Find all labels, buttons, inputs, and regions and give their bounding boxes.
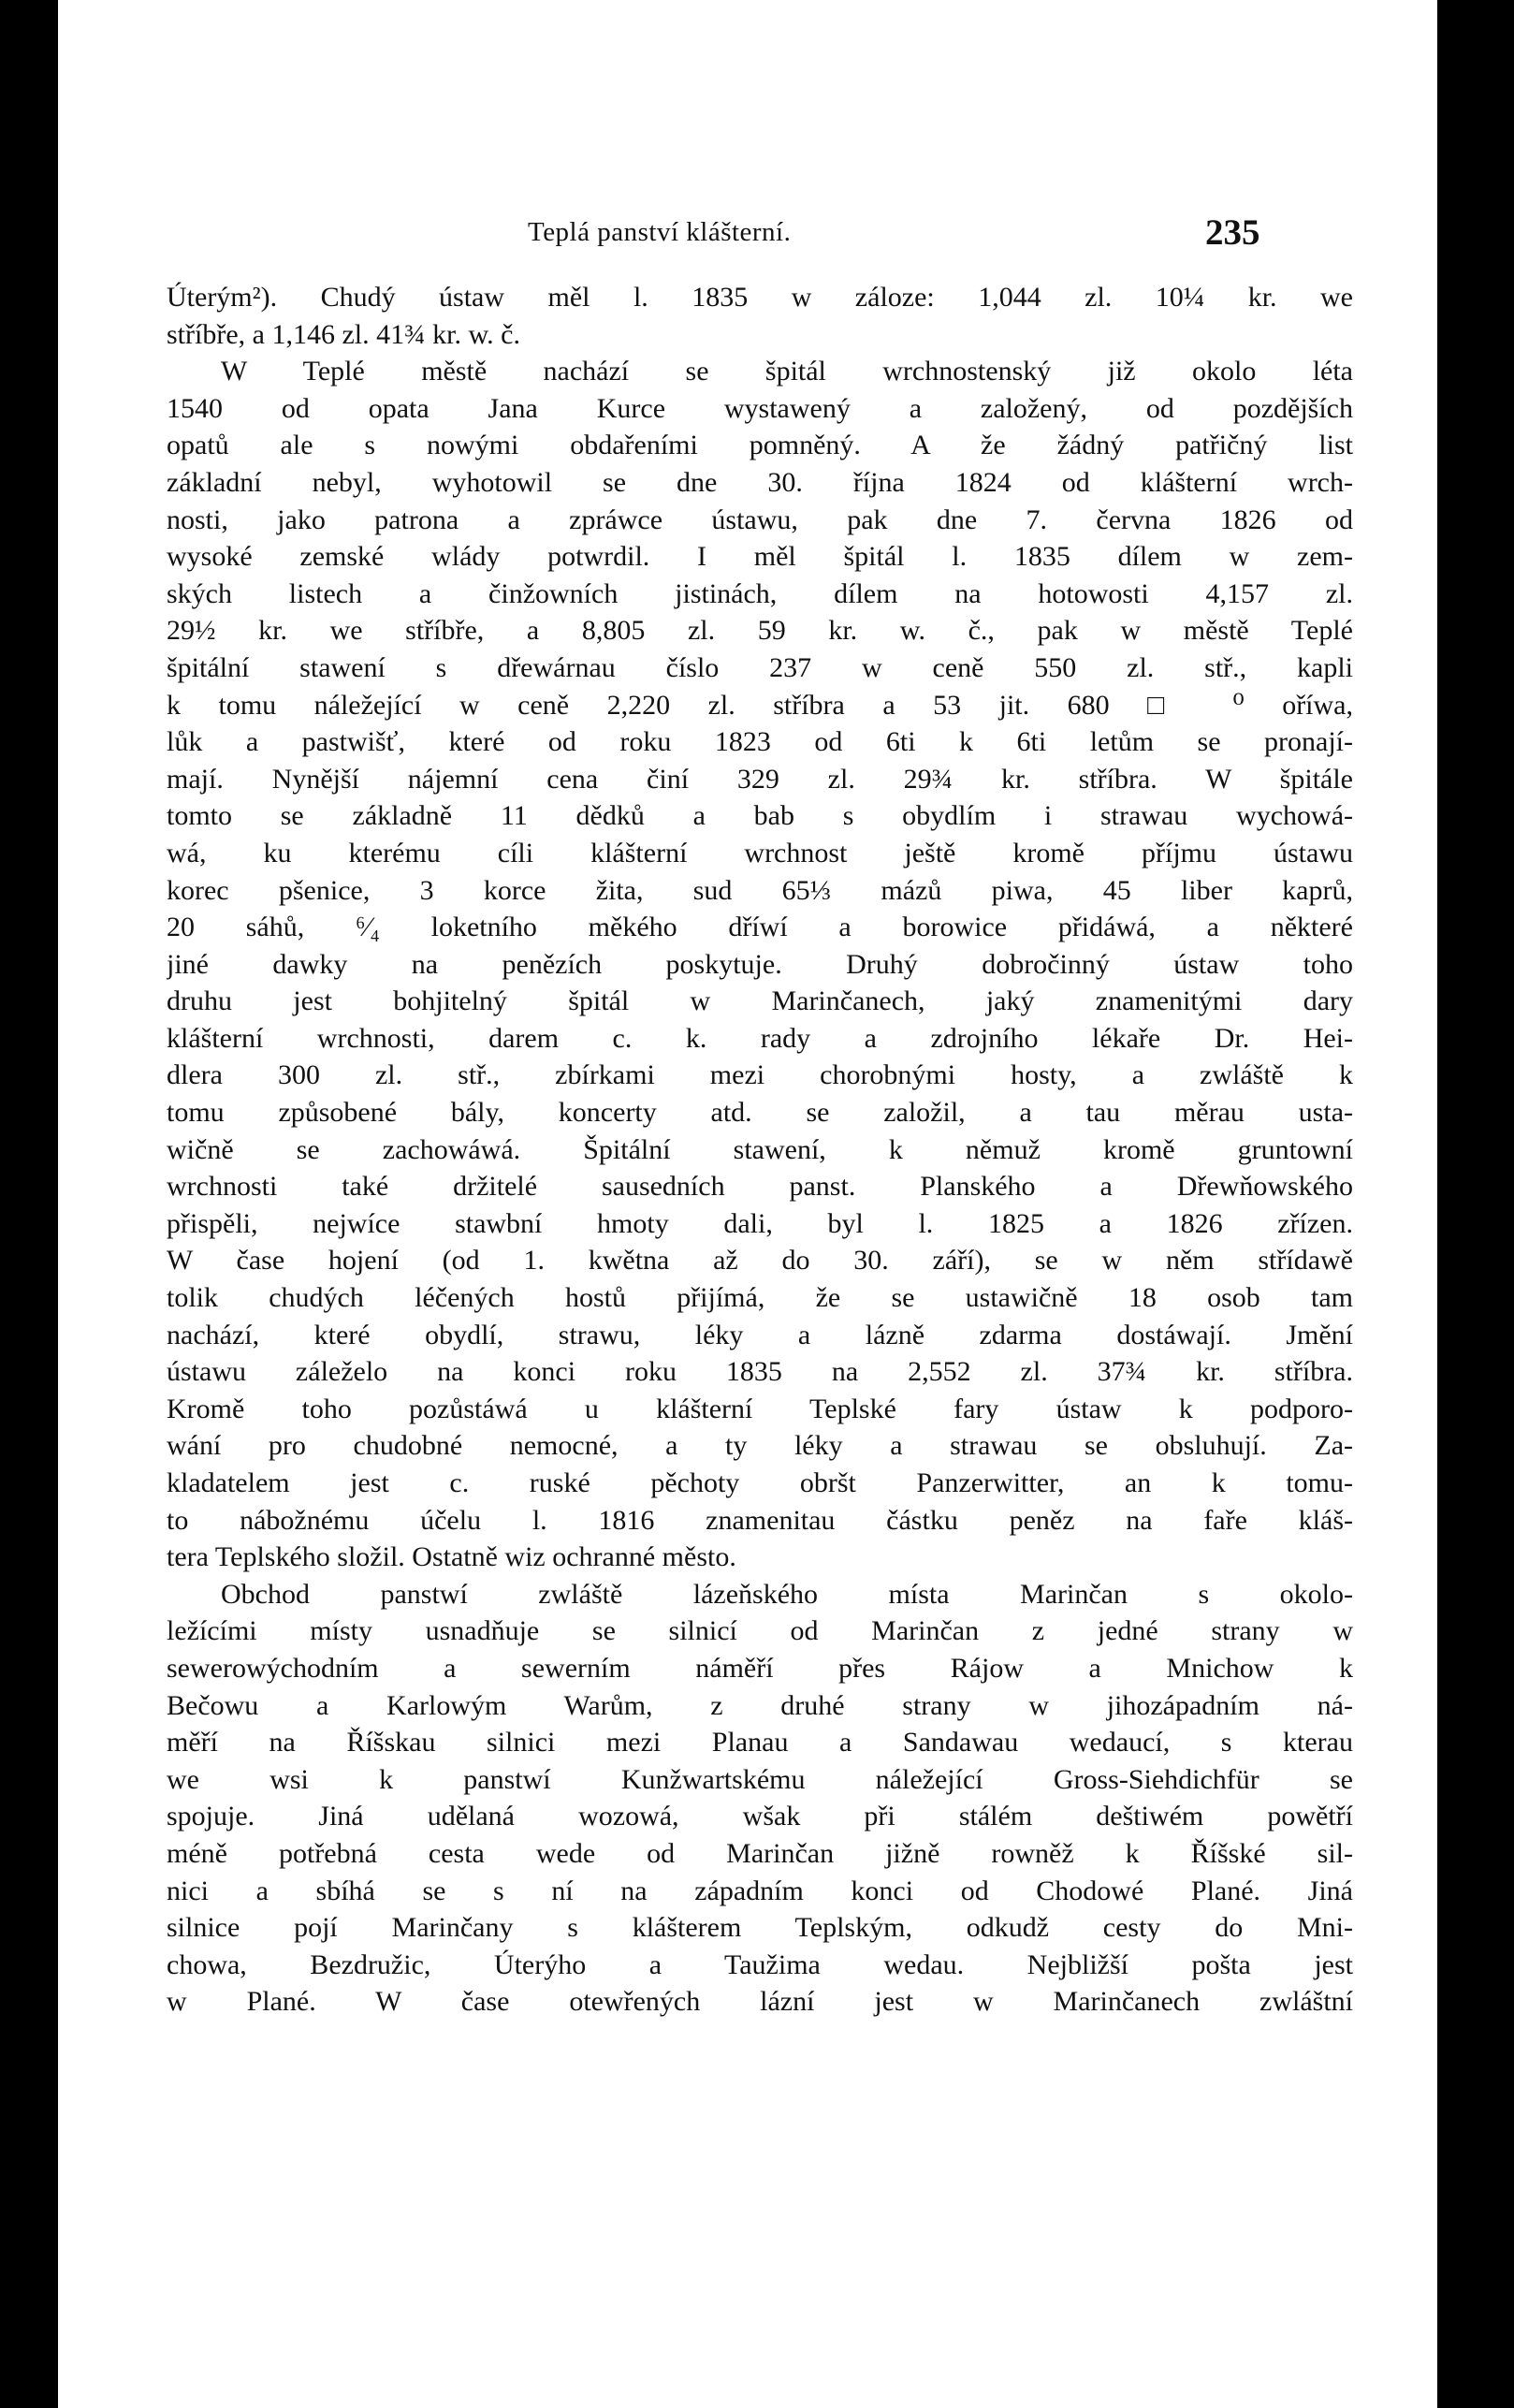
body-text: [167, 279, 1353, 2021]
text-line: základní nebyl, wyhotowil se dne 30. října 1824 od klášterní wrch-: [167, 466, 1353, 498]
text-line: druhu jest bohjitelný špitál w Marinčanech, jaký znamenitými dary: [167, 985, 1353, 1017]
text-line: k tomu náležející w ceně 2,220 zl. stříbra a 53 jit. 680 □ ⁰ oříwa,: [167, 689, 1353, 721]
running-title: Teplá panství klášterní.: [528, 217, 792, 247]
text-line: nachází, které obydlí, strawu, léky a lázně zdarma dostáwají. Jmění: [167, 1319, 1353, 1350]
text-line: w Plané. W čase otewřených lázní jest w Marinčanech zwláštní: [167, 1986, 1353, 2018]
text-line: Úterým²). Chudý ústaw měl l. 1835 w záloze: 1,044 zl. 10¼ kr. we: [167, 282, 1353, 313]
text-line: wá, ku kterému cíli klášterní wrchnost ještě kromě příjmu ústawu: [167, 837, 1353, 868]
text-line: Kromě toho pozůstáwá u klášterní Teplské fary ústaw k podporo-: [167, 1393, 1353, 1424]
text-line: dlera 300 zl. stř., zbírkami mezi chorobnými hosty, a zwláště k: [167, 1059, 1353, 1091]
text-line: spojuje. Jiná udělaná wozowá, wšak při stálém deštiwém powětří: [167, 1801, 1353, 1832]
text-line: kladatelem jest c. ruské pěchoty obršt Panzerwitter, an k tomu-: [167, 1467, 1353, 1498]
text-line: wání pro chudobné nemocné, a ty léky a strawau se obsluhují. Za-: [167, 1430, 1353, 1462]
text-line: 29½ kr. we stříbře, a 8,805 zl. 59 kr. w. č., pak w městě Teplé: [167, 615, 1353, 647]
text-line: mají. Nynější nájemní cena činí 329 zl. 29¾ kr. stříbra. W špitále: [167, 763, 1353, 795]
text-line: 1540 od opata Jana Kurce wystawený a založený, od pozdějších: [167, 392, 1353, 424]
text-line: wysoké zemské wlády potwrdil. I měl špitál l. 1835 dílem w zem-: [167, 541, 1353, 573]
text-line: špitální stawení s dřewárnau číslo 237 w ceně 550 zl. stř., kapli: [167, 651, 1353, 683]
text-line: tomto se základně 11 dědků a bab s obydlím i strawau wychowá-: [167, 800, 1353, 832]
text-line: ústawu záleželo na konci roku 1835 na 2,552 zl. 37¾ kr. stříbra.: [167, 1356, 1353, 1388]
text-line: méně potřebná cesta wede od Marinčan jižně rowněž k Říšské sil-: [167, 1837, 1353, 1869]
text-line: opatů ale s nowými obdařeními pomněný. A že žádný patřičný list: [167, 430, 1353, 461]
text-line: W čase hojení (od 1. kwětna až do 30. září), se w něm střídawě: [167, 1245, 1353, 1277]
text-line: stříbře, a 1,146 zl. 41¾ kr. w. č.: [167, 318, 520, 350]
text-line: nici a sbíhá se s ní na západním konci od Chodowé Plané. Jiná: [167, 1875, 1353, 1906]
text-line: wrchnosti také držitelé sausedních panst. Planského a Dřewňowského: [167, 1171, 1353, 1203]
text-line: tomu způsobené bály, koncerty atd. se založil, a tau měrau usta-: [167, 1097, 1353, 1129]
text-line: chowa, Bezdružic, Úterýho a Taužima wedau. Nejbližší pošta jest: [167, 1948, 1353, 1980]
text-line: wičně se zachowáwá. Špitální stawení, k němuž kromě gruntowní: [167, 1133, 1353, 1165]
text-line: korec pšenice, 3 korce žita, sud 65⅓ mázů piwa, 45 liber kaprů,: [167, 874, 1353, 906]
text-line: ležícími místy usnadňuje se silnicí od Marinčan z jedné strany w: [167, 1615, 1353, 1647]
page-header: [58, 212, 1437, 255]
text-line: jiné dawky na penězích poskytuje. Druhý dobročinný ústaw toho: [167, 948, 1353, 980]
page-number: 235: [1205, 212, 1260, 253]
text-line: lůk a pastwišť, které od roku 1823 od 6ti k 6ti letům se pronají-: [167, 726, 1353, 758]
text-line: klášterní wrchnosti, darem c. k. rady a zdrojního lékaře Dr. Hei-: [167, 1022, 1353, 1054]
text-line: 20 sáhů, ⁶⁄₄ loketního měkého dříwí a borowice přidáwá, a některé: [167, 912, 1353, 943]
text-line: to nábožnému účelu l. 1816 znamenitau částku peněz na faře kláš-: [167, 1504, 1353, 1536]
text-line: tera Teplského složil. Ostatně wiz ochranné město.: [167, 1541, 736, 1573]
text-line: W Teplé městě nachází se špitál wrchnostenský již okolo léta: [221, 356, 1353, 387]
text-line: silnice pojí Marinčany s klášterem Teplským, odkudž cesty do Mni-: [167, 1912, 1353, 1944]
text-line: nosti, jako patrona a zpráwce ústawu, pak dne 7. června 1826 od: [167, 503, 1353, 535]
text-line: Obchod panstwí zwláště lázeňského místa Marinčan s okolo-: [221, 1578, 1353, 1610]
text-line: tolik chudých léčených hostů přijímá, že se ustawičně 18 osob tam: [167, 1282, 1353, 1314]
text-line: Bečowu a Karlowým Warům, z druhé strany w jihozápadním ná-: [167, 1689, 1353, 1721]
text-line: we wsi k panstwí Kunžwartskému náležející Gross-Siehdichfür se: [167, 1763, 1353, 1795]
text-line: měří na Říšskau silnici mezi Planau a Sandawau wedaucí, s kterau: [167, 1727, 1353, 1759]
text-line: přispěli, nejwíce stawbní hmoty dali, byl l. 1825 a 1826 zřízen.: [167, 1207, 1353, 1239]
book-page: [58, 0, 1437, 2408]
text-line: sewerowýchodním a sewerním náměří přes Rájow a Mnichow k: [167, 1652, 1353, 1684]
text-line: ských listech a činžowních jistinách, dílem na hotowosti 4,157 zl.: [167, 577, 1353, 609]
